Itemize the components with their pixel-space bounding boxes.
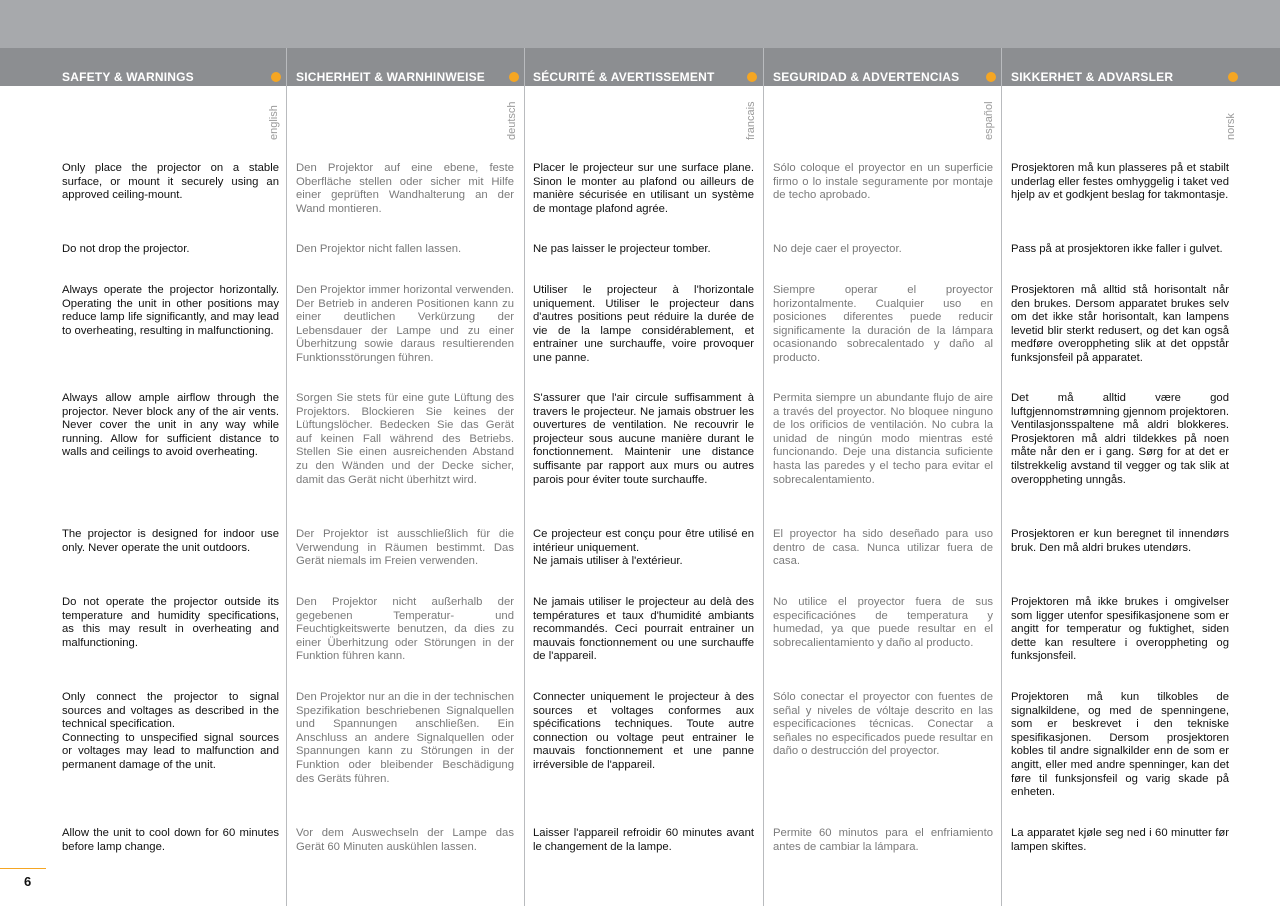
- language-label-english: english: [268, 105, 280, 140]
- warning-text: Pass på at prosjektoren ikke faller i gulvet.: [1011, 243, 1223, 255]
- warning-text: Connecter uniquement le projecteur à des sources et voltages conformes aux spécifications techniques. Toute autre connection ou voltage peut entrainer le mauvais fonctionnement et une panne irréversible de l'appareil.: [533, 691, 754, 771]
- heading-deutsch: SICHERHEIT & WARNHINWEISE: [296, 70, 486, 84]
- bullet-dot-icon: [747, 72, 757, 82]
- language-label-norsk: norsk: [1225, 113, 1237, 140]
- warning-text: Vor dem Auswechseln der Lampe das Gerät 60 Minuten auskühlen lassen.: [296, 827, 514, 853]
- warning-text: Permite 60 minutos para el enfriamiento antes de cambiar la lámpara.: [773, 827, 993, 853]
- column-divider: [1001, 48, 1002, 906]
- warning-text: Prosjektoren er kun beregnet til innendørs bruk. Den må aldri brukes utendørs.: [1011, 528, 1229, 554]
- bullet-dot-icon: [986, 72, 996, 82]
- language-label-espanol: español: [983, 101, 995, 140]
- warning-text: Den Projektor nur an die in der technischen Spezifikation beschriebenen Signalquellen und Spannungen anschließen. Ein Anschluss an andere Signalquellen oder Spannungen kann zu Störungen in der Funktion oder bleibender Beschädigung des Geräts führen.: [296, 691, 514, 785]
- bullet-dot-icon: [509, 72, 519, 82]
- warning-text: Sorgen Sie stets für eine gute Lüftung des Projektors. Blockieren Sie keines der Lüftungslöcher. Bedecken Sie das Gerät auf keinen Fall während des Betriebs. Stellen Sie einen ausreichenden Abstand zu den Wänden und der Decke sicher, damit das Gerät nicht überhitzt wird.: [296, 392, 514, 486]
- top-band: [0, 0, 1280, 48]
- warning-text: Only place the projector on a stable surface, or mount it securely using an approved ceiling-mount.: [62, 162, 279, 202]
- warning-text: Do not drop the projector.: [62, 243, 190, 255]
- heading-english: SAFETY & WARNINGS: [62, 70, 194, 84]
- warning-text: Der Projektor ist ausschließlich für die Verwendung in Räumen bestimmt. Das Gerät niemals im Freien verwenden.: [296, 528, 514, 568]
- warning-text: Projektoren må kun tilkobles de signalkildene, og med de spenningene, som er beskrevet i den tekniske spesifikasjonen. Dersom prosjektoren kobles til andre signalkilder enn de som er angitt, eller med andre spenninger, kan det føre til funksjonsfeil og varig skade på enheten.: [1011, 691, 1229, 799]
- warning-text: The projector is designed for indoor use only. Never operate the unit outdoors.: [62, 528, 279, 554]
- warning-text: Laisser l'appareil refroidir 60 minutes avant le changement de la lampe.: [533, 827, 754, 853]
- warning-text: Det må alltid være god luftgjennomstrømning gjennom projektoren. Ventilasjonsspaltene må aldri blokkeres. Prosjektoren må aldri tildekkes på noen måte når den er i gang. Sørg for at det er tilstrekkelig avstand til vegger og tak slik at overoppheting unngås.: [1011, 392, 1229, 486]
- warning-text: Ne jamais utiliser le projecteur au delà des températures et taux d'humidité ambiants recommandés. Ceci pourrait entrainer un mauvais fonctionnement ou une surchauffe de l'appareil.: [533, 596, 754, 663]
- language-label-deutsch: deutsch: [506, 101, 518, 140]
- warning-text: Ne pas laisser le projecteur tomber.: [533, 243, 711, 255]
- warning-text: Prosjektoren må kun plasseres på et stabilt underlag eller festes omhyggelig i taket ved hjelp av et godkjent beslag for takmontasje.: [1011, 162, 1229, 202]
- column-divider: [524, 48, 525, 906]
- heading-francais: SÉCURITÉ & AVERTISSEMENT: [533, 70, 715, 84]
- warning-text: S'assurer que l'air circule suffisamment à travers le projecteur. Ne jamais obstruer les ouvertures de ventilation. Ne recouvrir le projecteur sous aucune manière durant le fonctionnement. Maintenir une distance suffisante par rapport aux murs ou autres parois pour éviter toute surchauffe.: [533, 392, 754, 486]
- warning-text: No deje caer el proyector.: [773, 243, 902, 255]
- warning-text: Siempre operar el proyector horizontalmente. Cualquier uso en posiciones diferentes puede reducir significamente la duración de la lámpara ocasionando sobrecalentado y daño al producto.: [773, 284, 993, 364]
- warning-text: Sólo coloque el proyector en un superficie firmo o lo instale seguramente por montaje de techo aprobado.: [773, 162, 993, 202]
- warning-text: Den Projektor nicht fallen lassen.: [296, 243, 462, 255]
- warning-text: Utiliser le projecteur à l'horizontale uniquement. Utiliser le projecteur dans d'autres positions peut réduire la durée de vie de la lampe considérablement, et entrainer une surchauffe, voire provoquer une panne.: [533, 284, 754, 364]
- bullet-dot-icon: [1228, 72, 1238, 82]
- warning-text: Do not operate the projector outside its temperature and humidity specifications, as this may result in overheating and malfunctioning.: [62, 596, 279, 649]
- warning-text: Always operate the projector horizontally. Operating the unit in other positions may reduce lamp life significantly, and may lead to overheating, resulting in malfunctioning.: [62, 284, 279, 337]
- bullet-dot-icon: [271, 72, 281, 82]
- warning-text: Placer le projecteur sur une surface plane. Sinon le monter au plafond ou ailleurs de manière sécurisée en utilisant un système de montage plafond agrée.: [533, 162, 754, 215]
- page-number-rule: [0, 868, 46, 869]
- warning-text: Den Projektor nicht außerhalb der gegebenen Temperatur- und Feuchtigkeitswerte benutzen, da dies zu einer Überhitzung oder Störungen in der Funktion führen kann.: [296, 596, 514, 663]
- warning-text: No utilice el proyector fuera de sus especificaciónes de temperatura y humedad, ya que puede resultar en el sobrecalientamiento y daño al producto.: [773, 596, 993, 649]
- warning-text: Allow the unit to cool down for 60 minutes before lamp change.: [62, 827, 279, 853]
- warning-text: Den Projektor immer horizontal verwenden. Der Betrieb in anderen Positionen kann zu einer deutlichen Verkürzung der Lebensdauer der Lampe und zu einer Überhitzung sowie daraus resultierenden Funktionsstörungen führen.: [296, 284, 514, 364]
- column-divider: [763, 48, 764, 906]
- language-label-francais: francais: [745, 101, 757, 140]
- page-number: 6: [24, 874, 32, 889]
- warning-text: Only connect the projector to signal sources and voltages as described in the technical specification. Connecting to unspecified signal sources or voltages may lead to malfunction and permanent damage of the unit.: [62, 691, 279, 771]
- column-divider: [286, 48, 287, 906]
- heading-espanol: SEGURIDAD & ADVERTENCIAS: [773, 70, 960, 84]
- warning-text: Den Projektor auf eine ebene, feste Oberfläche stellen oder sicher mit Hilfe einer geprüften Wandhalterung an der Wand montieren.: [296, 162, 514, 215]
- warning-text: Projektoren må ikke brukes i omgivelser som ligger utenfor spesifikasjonene som er angitt for temperatur og fuktighet, siden dette kan resultere i overoppheting og funksjonsfeil.: [1011, 596, 1229, 663]
- warning-text: Ce projecteur est conçu pour être utilisé en intérieur uniquement. Ne jamais utiliser à l'extérieur.: [533, 528, 754, 568]
- warning-text: Sólo conectar el proyector con fuentes de señal y niveles de vóltaje descrito en las especificaciones técnicas. Conectar a señales no especificados puede resultar en daño o destrucción del proyector.: [773, 691, 993, 758]
- warning-text: Permita siempre un abundante flujo de aire a través del proyector. No bloquee ninguno de los orificios de ventilación. No cubra la unidad de ningún modo mientras esté funcionando. Deje una distancia suficiente hasta las paredes y el techo para evitar el sobrecalentamiento.: [773, 392, 993, 486]
- warning-text: Always allow ample airflow through the projector. Never block any of the air vents. Never cover the unit in any way while running. Allow for sufficient distance to walls and ceilings to avoid overheating.: [62, 392, 279, 459]
- warning-text: El proyector ha sido deseñado para uso dentro de casa. Nunca utilizar fuera de casa.: [773, 528, 993, 568]
- warning-text: La apparatet kjøle seg ned i 60 minutter før lampen skiftes.: [1011, 827, 1229, 853]
- heading-norsk: SIKKERHET & ADVARSLER: [1011, 70, 1174, 84]
- warning-text: Prosjektoren må alltid stå horisontalt når den brukes. Dersom apparatet brukes selv om det ikke står horisontalt, kan lampens levetid blir sterkt redusert, og det kan også medføre overoppheting slik at det oppstår funksjonsfeil på apparatet.: [1011, 284, 1229, 364]
